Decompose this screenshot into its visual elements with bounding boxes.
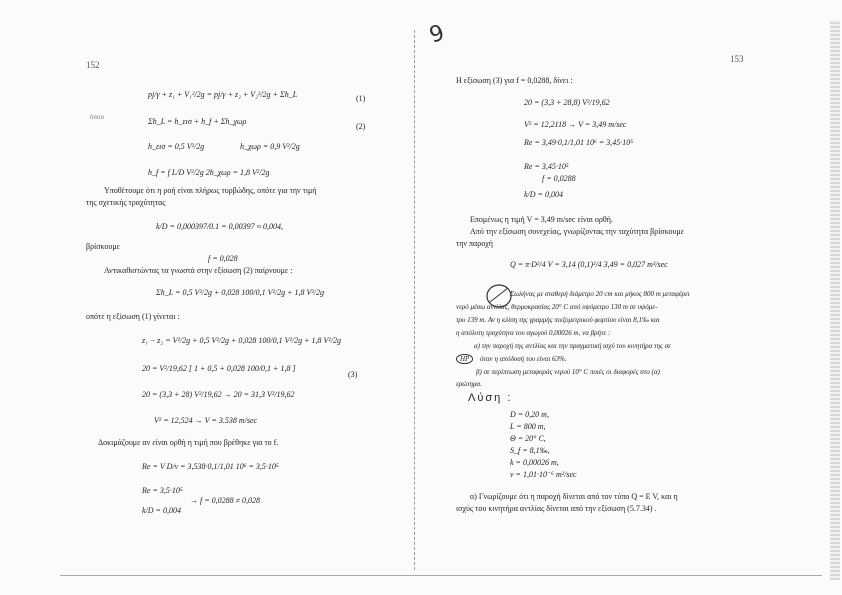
hp-circle-annotation: HP bbox=[456, 354, 473, 364]
problem-part-a: α) την παροχή της αντλίας και την πραγματική ισχύ του κινητήρα της σε bbox=[474, 342, 671, 350]
right-page bbox=[418, 0, 842, 595]
paragraph-line: βρίσκουμε bbox=[86, 242, 120, 251]
page-gutter bbox=[414, 30, 416, 570]
paragraph-line: Αντικαθιστώντας τα γνωστά στην εξίσωση (2) παίρνουμε : bbox=[104, 266, 293, 275]
scan-edge-strip bbox=[830, 20, 840, 580]
equation-reynolds-result: Re = 3,5·10⁵ bbox=[142, 486, 183, 495]
equation-reynolds: Re = V D/ν = 3,538·0,1/1,01 10⁶ = 3,5·10⁵ bbox=[142, 462, 279, 471]
equation-relative-roughness: k/D = 0,004 bbox=[524, 190, 563, 199]
paragraph-line: Υποθέτουμε ότι η ροή είναι πλήρως τυρβώδης, οπότε για την τιμή bbox=[104, 186, 317, 195]
handwritten-mark: 9 bbox=[426, 20, 448, 49]
problem-part-b: β) σε περίπτωση μεταφοράς νερού 10° C ποιές οι διαφορές στο (α) bbox=[476, 368, 660, 376]
equation-sum-losses: Σh_L = 0,5 V²/2g + 0,028 100/0,1 V²/2g + 1,8 V²/2g bbox=[156, 288, 324, 297]
paragraph-line: Επομένως η τιμή V = 3,49 m/sec είναι ορθή. bbox=[470, 215, 613, 224]
bottom-scan-line bbox=[60, 575, 822, 577]
problem-part-a-rest: όταν η απόδοσή του είναι 63%. bbox=[480, 355, 567, 363]
page-number: 152 bbox=[86, 60, 100, 70]
solution-heading: Λύση : bbox=[468, 392, 513, 404]
equation-velocity: V² = 12,2118 → V = 3,49 m/sec bbox=[524, 120, 627, 129]
equation-f: f = 0,028 bbox=[208, 254, 238, 263]
equation-velocity: V² = 12,524 → V = 3.538 m/sec bbox=[154, 416, 258, 425]
problem-part-b: ερώτημα. bbox=[456, 380, 482, 388]
given-item: Θ = 20° C, bbox=[510, 434, 546, 443]
given-item: D = 0,20 m, bbox=[510, 410, 549, 419]
equation-tag: (1) bbox=[356, 94, 366, 103]
label-opou: όπου bbox=[90, 113, 104, 121]
paragraph-line: Από την εξίσωση συνεχείας, γνωρίζοντας την ταχύτητα βρίσκουμε bbox=[470, 227, 685, 236]
paragraph-line: της σχετικής τραχύτητας bbox=[86, 198, 166, 207]
given-item: S_f = 8,1‰, bbox=[510, 446, 550, 455]
equation-twenty-simplified: 20 = (3,3 + 28) V²/19,62 → 20 = 31,3 V²/19,62 bbox=[142, 390, 295, 399]
equation-h-exit: h_χωρ = 0,9 V²/2g bbox=[240, 142, 300, 151]
equation-tag: (3) bbox=[348, 370, 358, 379]
equation-2: Σh_L = h_εισ + h_f + Σh_χωρ bbox=[148, 117, 247, 126]
equation-reynolds-result: Re = 3,45·10⁵ bbox=[524, 162, 569, 171]
given-item: ν = 1,01·10⁻⁶ m²/sec bbox=[510, 470, 577, 479]
equation-z-difference: z₁ − z₂ = V²/2g + 0,5 V²/2g + 0,028 100/0,1 V²/2g + 1,8 V²/2g bbox=[142, 336, 342, 345]
given-item: L = 800 m, bbox=[510, 422, 546, 431]
page-number: 153 bbox=[730, 54, 744, 64]
equation-f-check: → f = 0,0288 ≠ 0,028 bbox=[190, 496, 261, 505]
problem-text: νερό μέσω αντλίας, θερμοκρασίας 20° C από υψόμετρο 130 m σε υψόμε- bbox=[456, 303, 658, 311]
equation-f: f = 0,0288 bbox=[542, 174, 576, 183]
equation-relative-roughness-check: k/D = 0,004 bbox=[142, 506, 181, 515]
problem-text: Σωλήνας με σταθερή διάμετρο 20 cm και μήκος 800 m μεταφέρει bbox=[510, 290, 690, 298]
problem-text: τρο 139 m. Αν η κλίση της γραμμής πιεζομετρικού φορτίου είναι 8,1‰ και bbox=[456, 316, 660, 324]
equation-1: pj/γ + z₁ + V₁²/2g = pj/γ + z₂ + V₂²/2g + Σh_L bbox=[148, 90, 298, 99]
paragraph-line: την παροχή bbox=[456, 239, 493, 248]
equation-discharge: Q = π·D²/4 V = 3,14 (0,1)²/4 3,49 = 0,027 m³/sec bbox=[510, 260, 668, 269]
equation-relative-roughness: k/D = 0,000397/0.1 = 0,00397 ≈ 0,004, bbox=[156, 222, 283, 231]
paragraph-line: Δοκιμάζουμε αν είναι ορθή η τιμή που βρέθηκε για το f. bbox=[98, 438, 279, 447]
paragraph-line: οπότε η εξίσωση (1) γίνεται : bbox=[86, 312, 180, 321]
equation-hf: h_f = f L/D V²/2g 2h_χωρ = 1,8 V²/2g bbox=[148, 168, 270, 177]
equation-twenty: 20 = (3,3 + 28,8) V²/19,62 bbox=[524, 98, 610, 107]
paragraph-line: ισχύς του κινητήρα αντλίας δίνεται από την εξίσωση (5.7.34) . bbox=[456, 504, 657, 513]
equation-twenty: 20 = V²/19,62 [ 1 + 0,5 + 0,028 100/0,1 + 1,8 ] bbox=[142, 364, 296, 373]
left-page bbox=[0, 0, 416, 595]
problem-text: η απόλυτη τραχύτητα του αγωγού 0,00026 m, να βρήτε : bbox=[456, 329, 611, 337]
paragraph-line: Η εξίσωση (3) για f = 0,0288, δίνει : bbox=[456, 76, 573, 85]
paragraph-line: α) Γνωρίζουμε ότι η παροχή δίνεται από τον τύπο Q = E V, και η bbox=[470, 492, 678, 501]
given-item: k = 0,00026 m, bbox=[510, 458, 559, 467]
equation-reynolds: Re = 3,49·0,1/1,01 10⁶ = 3,45·10⁵ bbox=[524, 138, 634, 147]
equation-tag: (2) bbox=[356, 122, 366, 131]
equation-h-entrance: h_εισ = 0,5 V²/2g bbox=[148, 142, 205, 151]
